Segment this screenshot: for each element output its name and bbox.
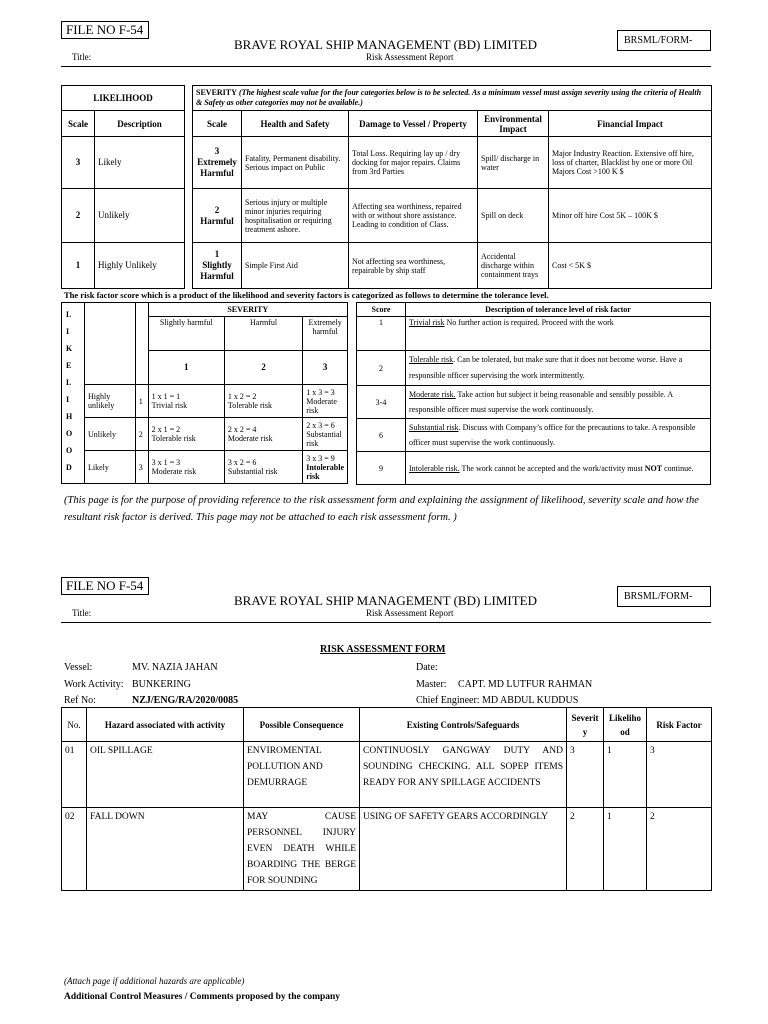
matrix-row-num: 3 [135, 451, 148, 484]
matrix-sev-num: 2 [224, 351, 302, 385]
tolerance-strong: NOT [644, 463, 663, 473]
date-label: Date: [416, 662, 438, 673]
matrix-calc: 2 x 2 = 4 [227, 425, 257, 434]
matrix-cell [224, 385, 302, 418]
matrix-level: Moderate risk [306, 396, 337, 415]
matrix-level: Trivial risk [151, 401, 188, 410]
matrix-calc: 3 x 1 = 3 [151, 458, 181, 467]
report-subtitle: Risk Assessment Report [366, 608, 454, 618]
tolerance-col-desc: Description of tolerance level of risk factor [406, 303, 711, 317]
matrix-sev-name: Slightly harmful [148, 317, 224, 351]
col-controls: Existing Controls/Safeguards [360, 708, 567, 742]
tolerance-term: Tolerable risk [409, 355, 454, 364]
matrix-level: Substantial risk [306, 429, 342, 448]
vessel-label: Vessel: [64, 662, 93, 673]
additional-measures-label: Additional Control Measures / Comments proposed by the company [64, 992, 341, 1002]
row-consequence: ENVIROMENTAL POLLUTION AND DEMURRAGE [244, 742, 360, 808]
matrix-sev-name: Harmful [224, 317, 302, 351]
severity-scale-word: Slightly Harmful [200, 260, 234, 281]
tolerance-score: 3-4 [357, 386, 406, 419]
matrix-corner [85, 303, 136, 385]
tolerance-term: Trivial risk [409, 318, 445, 327]
likelihood-col-scale: Scale [62, 111, 95, 137]
matrix-level: Tolerable risk [151, 434, 196, 443]
likelihood-desc: Likely [95, 137, 185, 189]
header-rule [61, 66, 711, 67]
severity-financial: Minor off hire Cost 5K – 100K $ [549, 189, 712, 243]
matrix-calc: 3 x 3 = 9 [306, 453, 335, 463]
matrix-sev-num: 1 [148, 351, 224, 385]
table-row [62, 808, 712, 891]
tolerance-desc [406, 419, 711, 452]
matrix-calc: 3 x 2 = 6 [227, 458, 257, 467]
master-value: CAPT. MD LUTFUR RAHMAN [458, 679, 593, 690]
matrix-row-num: 2 [135, 418, 148, 451]
side-letter: L [66, 378, 72, 387]
severity-health: Simple First Aid [242, 243, 349, 289]
row-no: 02 [62, 808, 87, 891]
risk-assessment-table [61, 707, 712, 891]
side-letter: O [66, 446, 73, 455]
tolerance-desc [406, 317, 711, 351]
tolerance-tail: continue. [662, 463, 694, 473]
tolerance-desc [406, 386, 711, 419]
side-letter: K [66, 344, 73, 353]
severity-damage: Total Loss. Requiring lay up / dry docking for major repairs. Claims from 3rd Parties [349, 137, 478, 189]
severity-health: Serious injury or multiple minor injuries requiring hospitalisation or requiring treatment ashore. [242, 189, 349, 243]
side-letter: I [66, 327, 70, 336]
form-number: BRSML/FORM- [617, 586, 711, 607]
matrix-level: Tolerable risk [227, 401, 272, 410]
severity-scale-word: Extremely Harmful [197, 157, 237, 178]
attach-note: (Attach page if additional hazards are applicable) [64, 976, 245, 986]
activity-label: Work Activity: [64, 679, 124, 690]
severity-financial: Cost < 5K $ [549, 243, 712, 289]
row-severity: 3 [567, 742, 604, 808]
master-label: Master: [416, 679, 447, 690]
company-name: BRAVE ROYAL SHIP MANAGEMENT (BD) LIMITED [234, 593, 537, 608]
matrix-calc: 1 x 2 = 2 [227, 392, 257, 401]
side-letter: O [66, 429, 73, 438]
tolerance-text: No further action is required. Proceed with the work [444, 318, 614, 327]
tolerance-table [356, 302, 711, 485]
matrix-sev-name: Extremely harmful [303, 317, 348, 351]
severity-env: Spill/ discharge in water [478, 137, 549, 189]
activity-value: BUNKERING [132, 679, 191, 690]
matrix-cell [303, 385, 348, 418]
severity-scale [193, 243, 242, 289]
matrix-cell [148, 418, 224, 451]
likelihood-desc: Highly Unlikely [95, 243, 185, 289]
severity-env: Spill on deck [478, 189, 549, 243]
title-label: Title: [72, 52, 92, 62]
severity-col-env: Environmental Impact [478, 111, 549, 137]
side-letter: D [66, 463, 72, 472]
matrix-level: Substantial risk [227, 467, 278, 476]
tolerance-score: 1 [357, 317, 406, 351]
row-hazard: OIL SPILLAGE [87, 742, 244, 808]
matrix-level: Moderate risk [151, 467, 197, 476]
matrix-calc: 1 x 1 = 1 [151, 392, 181, 401]
likelihood-scale: 3 [62, 137, 95, 189]
tolerance-text: . Can be tolerated, but make sure that it does not become worse. Have a responsible officer supervising the work intermittently. [409, 355, 683, 380]
report-subtitle: Risk Assessment Report [366, 52, 454, 62]
matrix-calc: 1 x 3 = 3 [306, 387, 335, 397]
matrix-cell [148, 385, 224, 418]
title-label: Title: [72, 608, 92, 618]
page-note: (This page is for the purpose of providing reference to the risk assessment form and explaining the assignment of likelihood, severity scale and how the resultant risk factor is derived. This page may not be attached to each risk assessment form. ) [64, 495, 699, 523]
tolerance-score: 2 [357, 351, 406, 386]
side-letter: I [66, 395, 70, 404]
row-likelihood: 1 [604, 808, 647, 891]
col-hazard: Hazard associated with activity [87, 708, 244, 742]
severity-scale-num: 1 [214, 249, 220, 259]
ref-label: Ref No: [64, 695, 96, 706]
matrix-level: Moderate risk [227, 434, 273, 443]
matrix-row-label: Highly unlikely [85, 385, 136, 418]
company-name: BRAVE ROYAL SHIP MANAGEMENT (BD) LIMITED [234, 37, 537, 52]
row-controls: CONTINUOSLY GANGWAY DUTY AND SOUNDING CHECKING. ALL SOPEP ITEMS READY FOR ANY SPILLAGE ACCIDENTS [360, 742, 567, 808]
col-no: No. [62, 708, 87, 742]
severity-title: SEVERITY [196, 88, 237, 97]
severity-col-health: Health and Safety [242, 111, 349, 137]
severity-scale [193, 137, 242, 189]
severity-scale-num: 3 [214, 146, 220, 156]
severity-heading [193, 86, 712, 111]
row-severity: 2 [567, 808, 604, 891]
file-number: FILE NO F-54 [61, 21, 149, 39]
severity-health: Fatality, Permanent disability. Serious impact on Public [242, 137, 349, 189]
severity-scale-num: 2 [214, 204, 220, 215]
row-controls: USING OF SAFETY GEARS ACCORDINGLY [360, 808, 567, 891]
matrix-row-label: Likely [85, 451, 136, 484]
side-letter: H [66, 412, 73, 421]
matrix-cell [224, 451, 302, 484]
matrix-sev-num: 3 [303, 351, 348, 385]
side-letter: E [66, 361, 72, 370]
likelihood-table [61, 85, 185, 289]
matrix-calc: 2 x 3 = 6 [306, 420, 335, 430]
severity-financial: Major Industry Reaction. Extensive off hire, loss of charter, Blacklist by one or more Oil Majors Cost >100 K $ [549, 137, 712, 189]
likelihood-desc: Unlikely [95, 189, 185, 243]
severity-damage: Affecting sea worthiness, repaired with or without shore assistance. Leading to condition of Class. [349, 189, 478, 243]
row-no: 01 [62, 742, 87, 808]
likelihood-side-label [61, 302, 85, 484]
matrix-cell [148, 451, 224, 484]
matrix-row-label: Unlikely [85, 418, 136, 451]
severity-scale [193, 189, 242, 243]
tolerance-desc [406, 351, 711, 386]
row-risk-factor: 3 [647, 742, 712, 808]
risk-matrix [84, 302, 348, 484]
side-letter: L [66, 310, 72, 319]
severity-scale-word: Harmful [200, 215, 234, 226]
tolerance-col-score: Score [357, 303, 406, 317]
vessel-value: MV. NAZIA JAHAN [132, 662, 218, 673]
matrix-severity-heading: SEVERITY [148, 303, 347, 317]
matrix-calc: 2 x 1 = 2 [151, 425, 181, 434]
tolerance-score: 9 [357, 452, 406, 485]
col-severity: Severity [567, 708, 604, 742]
form-number: BRSML/FORM- [617, 30, 711, 51]
severity-table [192, 85, 712, 289]
severity-env: Accidental discharge within containment trays [478, 243, 549, 289]
likelihood-heading: LIKELIHOOD [62, 86, 185, 111]
tolerance-text: The work cannot be accepted and the work/activity must [459, 463, 645, 473]
row-risk-factor: 2 [647, 808, 712, 891]
likelihood-scale: 1 [62, 243, 95, 289]
header-rule [61, 622, 711, 623]
row-hazard: FALL DOWN [87, 808, 244, 891]
severity-col-scale: Scale [193, 111, 242, 137]
matrix-cell [224, 418, 302, 451]
tolerance-text: Take action but subject it being reasonable and sensibly possible. A responsible officer must supervise the work continuously. [409, 390, 673, 414]
form-heading: RISK ASSESSMENT FORM [320, 644, 446, 655]
severity-col-damage: Damage to Vessel / Property [349, 111, 478, 137]
severity-damage: Not affecting sea worthiness, repairable by ship staff [349, 243, 478, 289]
row-consequence: MAY CAUSE PERSONNEL INJURY EVEN DEATH WHILE BOARDING THE BERGE FOR SOUNDING [244, 808, 360, 891]
tolerance-term: Moderate risk. [409, 390, 456, 399]
col-risk-factor: Risk Factor [647, 708, 712, 742]
matrix-cell [303, 418, 348, 451]
tolerance-term: Substantial risk [409, 423, 459, 432]
ref-value: NZJ/ENG/RA/2020/0085 [132, 695, 239, 706]
chief-value: MD ABDUL KUDDUS [482, 695, 579, 706]
tolerance-text: . Discuss with Company’s office for the precautions to take. A responsible officer must supervise the work continuously. [409, 423, 696, 447]
table-row [62, 742, 712, 808]
col-consequence: Possible Consequence [244, 708, 360, 742]
chief-label: Chief Engineer: [416, 695, 480, 706]
factor-statement: The risk factor score which is a product of the likelihood and severity factors is categorized as follows to determine the tolerance level. [64, 290, 549, 300]
severity-col-financial: Financial Impact [549, 111, 712, 137]
severity-note: (The highest scale value for the four categories below is to be selected. As a minimum vessel must assign severity using the criteria of Health & Safety as other categories may not be available.) [196, 88, 702, 107]
matrix-row-num: 1 [135, 385, 148, 418]
matrix-level: Intolerable risk [306, 462, 344, 481]
matrix-corner [135, 303, 148, 385]
tolerance-term: Intolerable risk. [409, 463, 460, 473]
col-likelihood: Likelihood [604, 708, 647, 742]
likelihood-col-desc: Description [95, 111, 185, 137]
tolerance-desc [406, 452, 711, 485]
matrix-cell [303, 451, 348, 484]
tolerance-score: 6 [357, 419, 406, 452]
likelihood-scale: 2 [62, 189, 95, 243]
row-likelihood: 1 [604, 742, 647, 808]
file-number: FILE NO F-54 [61, 577, 149, 595]
